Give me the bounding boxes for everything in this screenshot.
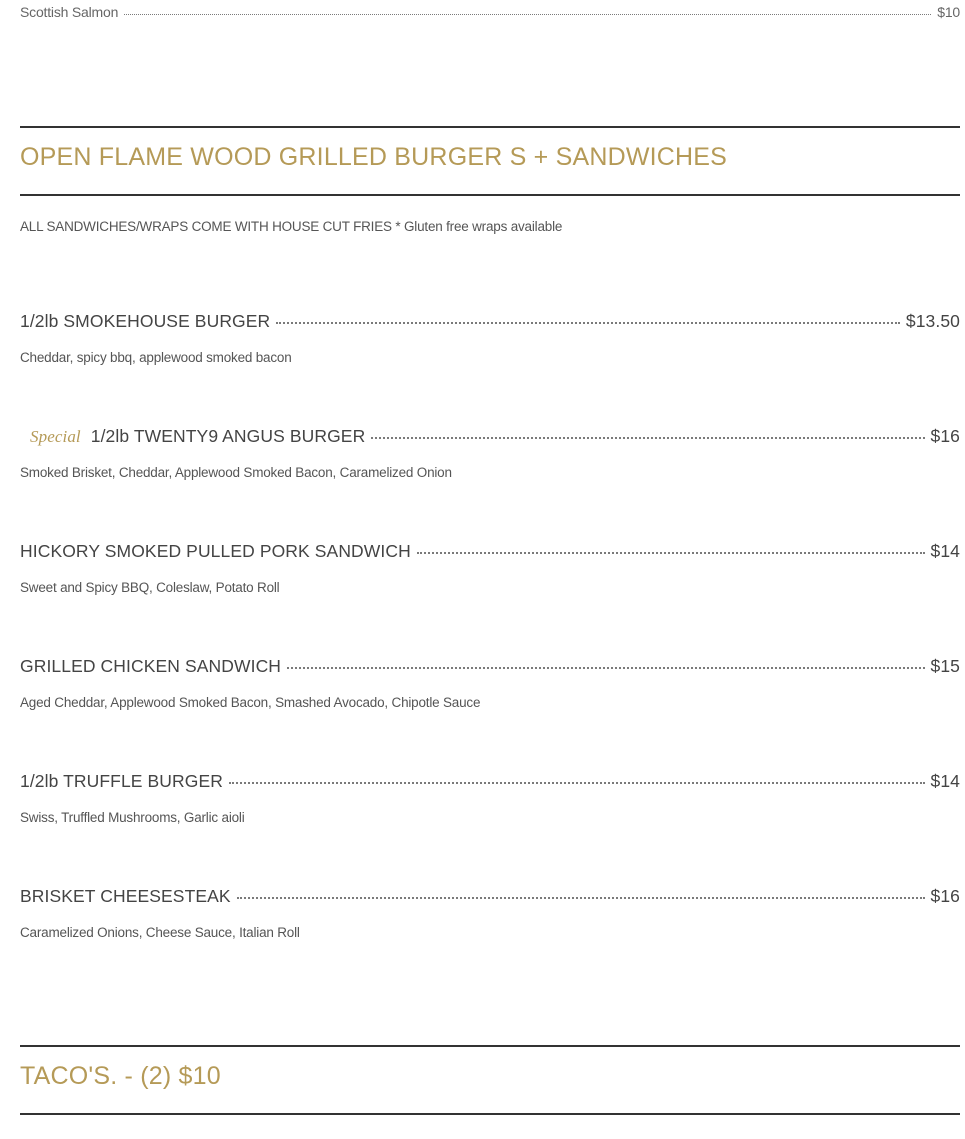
menu-item xyxy=(20,541,960,562)
special-badge: Special xyxy=(30,427,81,446)
leader-dots xyxy=(276,322,900,324)
item-price: $14 xyxy=(930,771,960,791)
menu-item-scottish-salmon xyxy=(20,4,960,20)
section-title-tacos: TACO'S. - (2) $10 xyxy=(20,1062,221,1090)
item-description: Caramelized Onions, Cheese Sauce, Italian Roll xyxy=(20,925,300,940)
item-name: Scottish Salmon xyxy=(20,4,119,20)
item-description: Smoked Brisket, Cheddar, Applewood Smoked Bacon, Caramelized Onion xyxy=(20,465,452,480)
item-price: $16 xyxy=(930,886,960,906)
section-title-burgers: OPEN FLAME WOOD GRILLED BURGER S + SANDWICHES xyxy=(20,143,728,171)
leader-dots xyxy=(124,14,931,15)
item-name: BRISKET CHEESESTEAK xyxy=(20,886,231,906)
leader-dots xyxy=(229,782,925,784)
item-price: $14 xyxy=(930,541,960,561)
section-note: ALL SANDWICHES/WRAPS COME WITH HOUSE CUT FRIES * Gluten free wraps available xyxy=(20,219,563,234)
leader-dots xyxy=(237,897,925,899)
item-name: 1/2lb SMOKEHOUSE BURGER xyxy=(20,311,271,331)
menu-item xyxy=(20,311,960,332)
item-price: $10 xyxy=(937,4,960,20)
item-description: Aged Cheddar, Applewood Smoked Bacon, Smashed Avocado, Chipotle Sauce xyxy=(20,695,481,710)
item-description: Sweet and Spicy BBQ, Coleslaw, Potato Roll xyxy=(20,580,280,595)
menu-item xyxy=(20,771,960,792)
item-description: Swiss, Truffled Mushrooms, Garlic aioli xyxy=(20,810,245,825)
section-divider-bottom xyxy=(20,194,960,196)
menu-item xyxy=(20,656,960,677)
item-price: $15 xyxy=(930,656,960,676)
menu-item xyxy=(20,426,960,447)
menu-item xyxy=(20,886,960,907)
leader-dots xyxy=(287,667,924,669)
section-divider-top xyxy=(20,126,960,128)
section-divider-top xyxy=(20,1045,960,1047)
item-name: HICKORY SMOKED PULLED PORK SANDWICH xyxy=(20,541,411,561)
item-price: $16 xyxy=(930,426,960,446)
item-description: Cheddar, spicy bbq, applewood smoked bacon xyxy=(20,350,292,365)
item-price: $13.50 xyxy=(905,311,960,331)
item-name: 1/2lb TWENTY9 ANGUS BURGER xyxy=(90,426,366,446)
leader-dots xyxy=(417,552,925,554)
item-name: 1/2lb TRUFFLE BURGER xyxy=(20,771,223,791)
leader-dots xyxy=(371,437,924,439)
section-divider-bottom xyxy=(20,1113,960,1115)
item-name: GRILLED CHICKEN SANDWICH xyxy=(20,656,282,676)
